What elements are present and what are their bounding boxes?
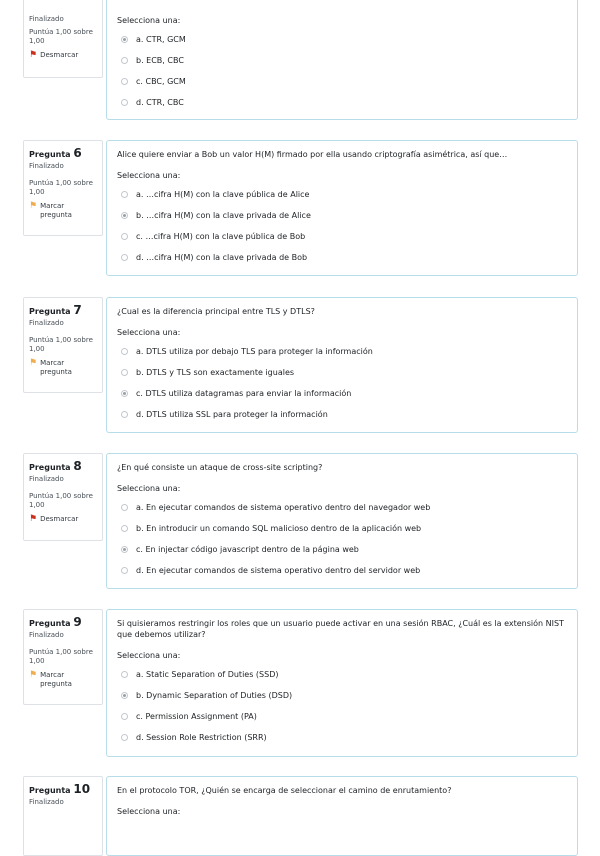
question-9-info — [23, 609, 103, 705]
answer-option[interactable] — [117, 184, 567, 205]
answer-option[interactable] — [117, 497, 567, 518]
radio-selected-icon[interactable] — [121, 212, 128, 219]
answer-prompt: Selecciona una: — [117, 651, 181, 660]
option-label: c. En injectar código javascript dentro de la página web — [136, 545, 359, 554]
radio-icon[interactable] — [121, 57, 128, 64]
question-5-info — [23, 0, 103, 78]
radio-icon[interactable] — [121, 411, 128, 418]
option-label: d. Session Role Restriction (SRR) — [136, 733, 267, 742]
flag-icon: ⚑ — [29, 201, 38, 212]
radio-icon[interactable] — [121, 78, 128, 85]
radio-icon[interactable] — [121, 525, 128, 532]
radio-icon[interactable] — [121, 504, 128, 511]
question-number: Pregunta 6 — [29, 146, 82, 160]
question-points: Puntúa 1,00 sobre 1,00 — [29, 27, 93, 45]
question-number: Pregunta 8 — [29, 459, 82, 473]
radio-icon[interactable] — [121, 348, 128, 355]
flag-question-button[interactable] — [29, 671, 97, 688]
question-text: ¿Cual es la diferencia principal entre TLS y DTLS? — [117, 307, 315, 316]
radio-icon[interactable] — [121, 99, 128, 106]
radio-selected-icon[interactable] — [121, 36, 128, 43]
option-label: d. …cifra H(M) con la clave privada de Bob — [136, 253, 308, 262]
unflag-question-button[interactable] — [29, 515, 97, 523]
answer-prompt: Selecciona una: — [117, 171, 181, 180]
option-label: d. En ejecutar comandos de sistema operativo dentro del servidor web — [136, 566, 421, 575]
answer-option[interactable] — [117, 29, 567, 50]
question-9-content — [106, 609, 578, 757]
answer-option[interactable] — [117, 362, 567, 383]
radio-icon[interactable] — [121, 713, 128, 720]
question-points: Puntúa 1,00 sobre 1,00 — [29, 335, 93, 353]
question-status: Finalizado — [29, 319, 64, 327]
radio-selected-icon[interactable] — [121, 546, 128, 553]
question-points: Puntúa 1,00 sobre 1,00 — [29, 491, 93, 509]
answer-option[interactable] — [117, 50, 567, 71]
question-6-content — [106, 140, 578, 276]
option-label: b. ECB, CBC — [136, 56, 184, 65]
option-label: a. CTR, GCM — [136, 35, 186, 44]
answer-option[interactable] — [117, 518, 567, 539]
question-status: Finalizado — [29, 798, 64, 806]
radio-icon[interactable] — [121, 734, 128, 741]
question-status: Finalizado — [29, 475, 64, 483]
question-text: Alice quiere enviar a Bob un valor H(M) firmado por ella usando criptografía asimétrica, así que… — [117, 150, 508, 159]
answer-prompt: Selecciona una: — [117, 328, 181, 337]
answer-option[interactable] — [117, 383, 567, 404]
question-status: Finalizado — [29, 162, 64, 170]
question-text: ¿En qué consiste un ataque de cross-site scripting? — [117, 463, 323, 472]
question-10-content — [106, 776, 578, 856]
radio-selected-icon[interactable] — [121, 390, 128, 397]
flag-icon: ⚑ — [29, 358, 38, 369]
answer-option[interactable] — [117, 685, 567, 706]
option-label: b. En introducir un comando SQL malicioso dentro de la aplicación web — [136, 524, 422, 533]
answer-prompt: Selecciona una: — [117, 807, 181, 816]
answer-option[interactable] — [117, 226, 567, 247]
question-8-info — [23, 453, 103, 541]
flag-icon: ⚑ — [29, 670, 38, 681]
radio-icon[interactable] — [121, 567, 128, 574]
flag-label: Marcar pregunta — [40, 202, 72, 219]
question-5-content — [106, 0, 578, 120]
answer-prompt: Selecciona una: — [117, 484, 181, 493]
flag-icon: ⚑ — [29, 50, 38, 61]
answer-option[interactable] — [117, 706, 567, 727]
option-label: a. …cifra H(M) con la clave pública de Alice — [136, 190, 310, 199]
radio-icon[interactable] — [121, 233, 128, 240]
question-status: Finalizado — [29, 631, 64, 639]
question-7-info — [23, 297, 103, 393]
radio-icon[interactable] — [121, 191, 128, 198]
radio-icon[interactable] — [121, 369, 128, 376]
option-label: b. DTLS y TLS son exactamente iguales — [136, 368, 295, 377]
flag-label: Marcar pregunta — [40, 359, 72, 376]
question-points: Puntúa 1,00 sobre 1,00 — [29, 178, 93, 196]
flag-icon: ⚑ — [29, 514, 38, 525]
radio-icon[interactable] — [121, 671, 128, 678]
answer-prompt: Selecciona una: — [117, 16, 181, 25]
option-label: a. Static Separation of Duties (SSD) — [136, 670, 279, 679]
question-10-info — [23, 776, 103, 856]
option-label: b. Dynamic Separation of Duties (DSD) — [136, 691, 293, 700]
question-points: Puntúa 1,00 sobre 1,00 — [29, 647, 93, 665]
question-text: En el protocolo TOR, ¿Quién se encarga de seleccionar el camino de enrutamiento? — [117, 786, 452, 795]
flag-label: Desmarcar — [40, 515, 79, 524]
option-label: a. En ejecutar comandos de sistema operativo dentro del navegador web — [136, 503, 431, 512]
option-label: a. DTLS utiliza por debajo TLS para proteger la información — [136, 347, 373, 356]
answer-option[interactable] — [117, 92, 567, 113]
answer-option[interactable] — [117, 727, 567, 748]
flag-label: Desmarcar — [40, 51, 79, 60]
question-8-content — [106, 453, 578, 589]
option-label: d. CTR, CBC — [136, 98, 184, 107]
answer-option[interactable] — [117, 71, 567, 92]
flag-label: Marcar pregunta — [40, 671, 72, 688]
option-label: c. …cifra H(M) con la clave pública de Bob — [136, 232, 306, 241]
question-status: Finalizado — [29, 15, 64, 23]
option-label: c. Permission Assignment (PA) — [136, 712, 257, 721]
option-label: d. DTLS utiliza SSL para proteger la información — [136, 410, 328, 419]
answer-option[interactable] — [117, 341, 567, 362]
answer-option[interactable] — [117, 404, 567, 425]
answer-option[interactable] — [117, 560, 567, 581]
flag-question-button[interactable] — [29, 359, 97, 376]
answer-option[interactable] — [117, 664, 567, 685]
radio-selected-icon[interactable] — [121, 692, 128, 699]
question-text: Si quisieramos restringir los roles que un usuario puede activar en una sesión RBAC, ¿Cuál es la extensión NIST que debemos utilizar? — [117, 619, 564, 639]
option-label: c. DTLS utiliza datagramas para enviar la información — [136, 389, 352, 398]
question-number: Pregunta 7 — [29, 303, 82, 317]
radio-icon[interactable] — [121, 254, 128, 261]
unflag-question-button[interactable] — [29, 51, 97, 59]
answer-option[interactable] — [117, 539, 567, 560]
answer-option[interactable] — [117, 205, 567, 226]
option-label: b. …cifra H(M) con la clave privada de Alice — [136, 211, 311, 220]
question-number: Pregunta 10 — [29, 782, 91, 796]
answer-option[interactable] — [117, 247, 567, 268]
question-7-content — [106, 297, 578, 433]
flag-question-button[interactable] — [29, 202, 97, 219]
question-number: Pregunta 9 — [29, 615, 82, 629]
question-6-info — [23, 140, 103, 236]
option-label: c. CBC, GCM — [136, 77, 186, 86]
